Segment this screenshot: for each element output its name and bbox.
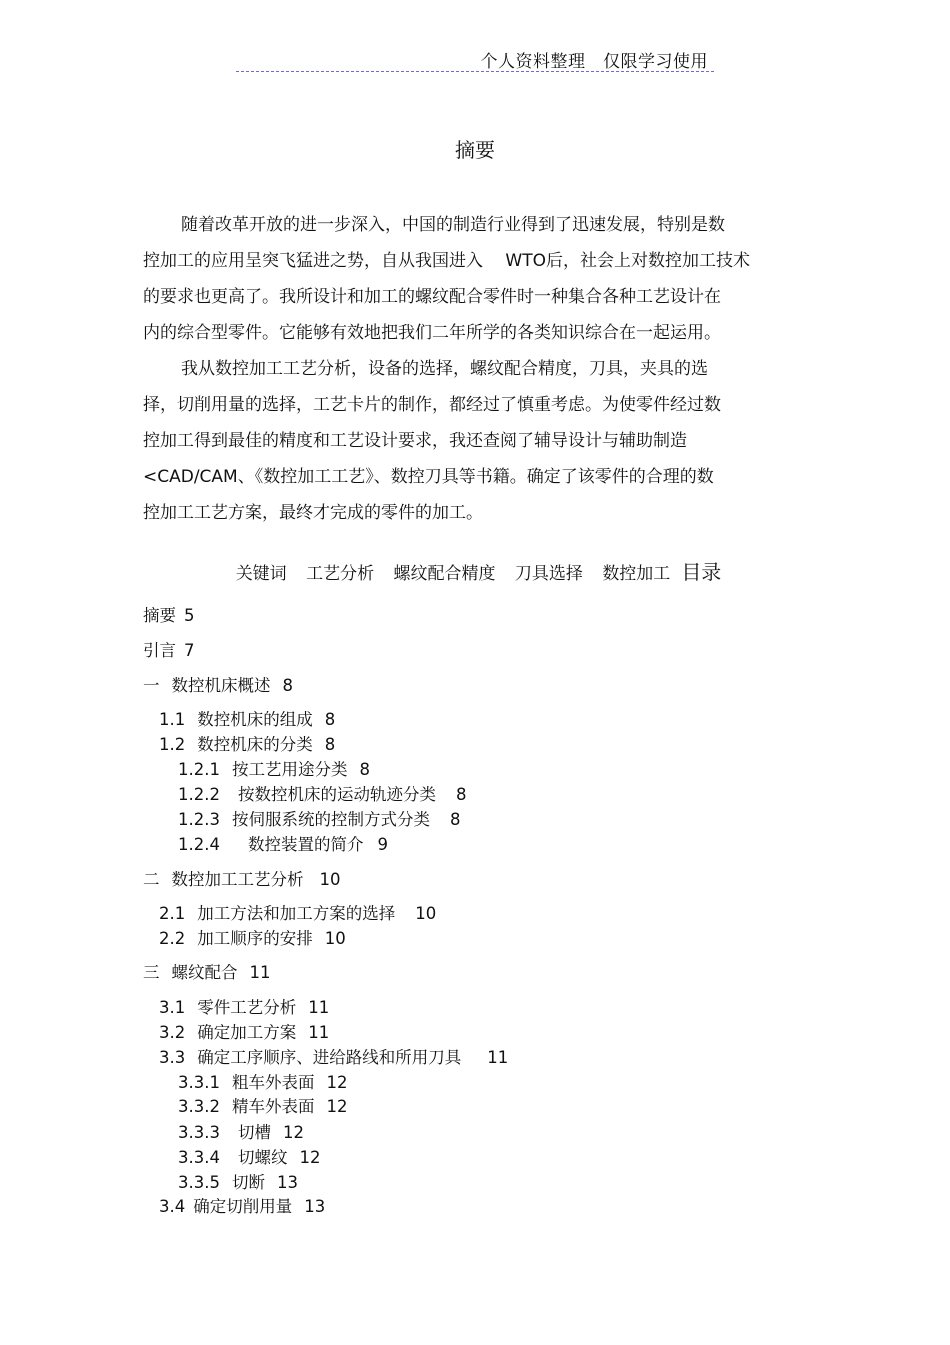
toc-entry: [143, 639, 195, 663]
toc-page: 12: [282, 1123, 304, 1142]
toc-text: 确定加工方案: [197, 1023, 297, 1042]
toc-page: 8: [324, 735, 336, 754]
toc-text: 螺纹配合: [171, 963, 238, 982]
keyword: 刀具选择: [514, 564, 583, 584]
toc-number: 3.3.1: [178, 1073, 220, 1092]
toc-entry: [143, 604, 195, 628]
toc-number: 3.3.4: [178, 1148, 220, 1167]
toc-number: 3.1: [159, 998, 186, 1017]
toc-number: 3.2: [159, 1023, 186, 1042]
toc-entry: [178, 1171, 298, 1195]
toc-page: 8: [449, 810, 461, 829]
keyword: 数控加工: [602, 564, 671, 584]
toc-text: 加工顺序的安排: [197, 929, 313, 948]
toc-entry: [178, 1095, 347, 1119]
toc-page: 8: [359, 760, 370, 779]
toc-page: 8: [455, 785, 467, 804]
toc-entry: [159, 1021, 329, 1045]
toc-page: 9: [377, 835, 388, 854]
paragraph-line: <CAD/CAM、《数控加工工艺》、数控刀具等书籍。确定了该零件的合理的数: [143, 467, 714, 487]
toc-page: 11: [487, 1048, 509, 1067]
toc-entry: [159, 708, 335, 732]
toc-number: 3.3.3: [178, 1123, 220, 1142]
toc-number: 一: [143, 676, 160, 695]
toc-number: 2.1: [159, 904, 186, 923]
toc-text: 零件工艺分析: [197, 998, 297, 1017]
toc-text: 按伺服系统的控制方式分类: [231, 810, 430, 829]
toc-text: 数控机床概述: [171, 676, 271, 695]
toc-page: 8: [282, 676, 293, 695]
paragraph-line: 控加工得到最佳的精度和工艺设计要求，我还查阅了辅导设计与辅助制造: [143, 431, 687, 451]
toc-number: 1.2.4: [178, 835, 220, 854]
toc-text: 数控机床的组成: [197, 710, 313, 729]
toc-page: 10: [319, 870, 341, 889]
keyword: 工艺分析: [306, 564, 375, 584]
toc-entry: [159, 1195, 325, 1219]
toc-page: 7: [184, 641, 195, 660]
toc-page: 5: [184, 606, 195, 625]
toc-number: 三: [143, 963, 160, 982]
toc-number: 引言: [143, 641, 176, 660]
toc-number: 1.2.3: [178, 810, 220, 829]
paragraph-line: 我从数控加工工艺分析，设备的选择，螺纹配合精度，刀具，夹具的选: [181, 359, 708, 379]
paragraph-line: 控加工的应用呈突飞猛进之势，自从我国进入 WTO后，社会上对数控加工技术: [143, 251, 750, 271]
toc-page: 12: [326, 1097, 348, 1116]
toc-number: 1.2: [159, 735, 186, 754]
toc-number: 3.3.5: [178, 1173, 220, 1192]
toc-page: 11: [308, 998, 330, 1017]
toc-entry: [159, 733, 335, 757]
toc-text: 数控装置的简介: [247, 835, 364, 854]
header-text: 个人资料整理 仅限学习使用: [480, 52, 708, 72]
toc-entry: [178, 808, 460, 832]
toc-entry: [159, 996, 329, 1020]
paragraph-line: 择，切削用量的选择，工艺卡片的制作，都经过了慎重考虑。为使零件经过数: [143, 395, 721, 415]
keywords-label: 关键词: [235, 564, 287, 584]
toc-page: 11: [308, 1023, 330, 1042]
toc-page: 10: [415, 904, 437, 923]
toc-entry: [178, 1121, 304, 1145]
toc-text: 数控加工工艺分析: [171, 870, 304, 889]
toc-text: 确定切削用量: [193, 1197, 293, 1216]
toc-page: 12: [299, 1148, 321, 1167]
toc-entry: [143, 961, 271, 985]
toc-page: 10: [324, 929, 346, 948]
toc-text: 按数控机床的运动轨迹分类: [237, 785, 436, 804]
page-title: 摘要: [455, 138, 495, 162]
toc-entry: [159, 927, 346, 951]
toc-entry: [178, 1146, 320, 1170]
toc-text: 精车外表面: [231, 1097, 315, 1116]
toc-entry: [159, 902, 436, 926]
toc-text: 切断: [231, 1173, 265, 1192]
toc-entry: [178, 1071, 347, 1095]
toc-entry: [178, 833, 388, 857]
toc-text: 按工艺用途分类: [231, 760, 348, 779]
keyword: 螺纹配合精度: [393, 564, 496, 584]
toc-entry: [178, 758, 370, 782]
toc-text: 确定工序顺序、进给路线和所用刀具: [197, 1048, 462, 1067]
paragraph-line: 内的综合型零件。它能够有效地把我们二年所学的各类知识综合在一起运用。: [143, 323, 721, 343]
toc-text: 加工方法和加工方案的选择: [197, 904, 396, 923]
toc-number: 1.1: [159, 710, 186, 729]
toc-number: 1.2.2: [178, 785, 220, 804]
toc-number: 摘要: [143, 606, 176, 625]
toc-number: 二: [143, 870, 160, 889]
toc-number: 3.3.2: [178, 1097, 220, 1116]
toc-page: 13: [276, 1173, 298, 1192]
toc-title: 目录: [681, 560, 722, 584]
toc-page: 12: [326, 1073, 348, 1092]
toc-entry: [143, 674, 293, 698]
paragraph-line: 控加工工艺方案，最终才完成的零件的加工。: [143, 503, 483, 523]
toc-page: 13: [304, 1197, 326, 1216]
toc-number: 1.2.1: [178, 760, 220, 779]
toc-number: 3.3: [159, 1048, 186, 1067]
toc-entry: [143, 868, 341, 892]
toc-entry: [178, 783, 466, 807]
toc-number: 3.4: [159, 1197, 186, 1216]
toc-text: 切螺纹: [237, 1148, 288, 1167]
toc-text: 粗车外表面: [231, 1073, 315, 1092]
toc-text: 数控机床的分类: [197, 735, 313, 754]
toc-page: 11: [249, 963, 271, 982]
toc-number: 2.2: [159, 929, 186, 948]
paragraph-line: 随着改革开放的进一步深入，中国的制造行业得到了迅速发展，特别是数: [181, 215, 725, 235]
toc-page: 8: [324, 710, 336, 729]
toc-entry: [159, 1046, 508, 1070]
paragraph-line: 的要求也更高了。我所设计和加工的螺纹配合零件时一种集合各种工艺设计在: [143, 287, 721, 307]
toc-text: 切槽: [237, 1123, 271, 1142]
